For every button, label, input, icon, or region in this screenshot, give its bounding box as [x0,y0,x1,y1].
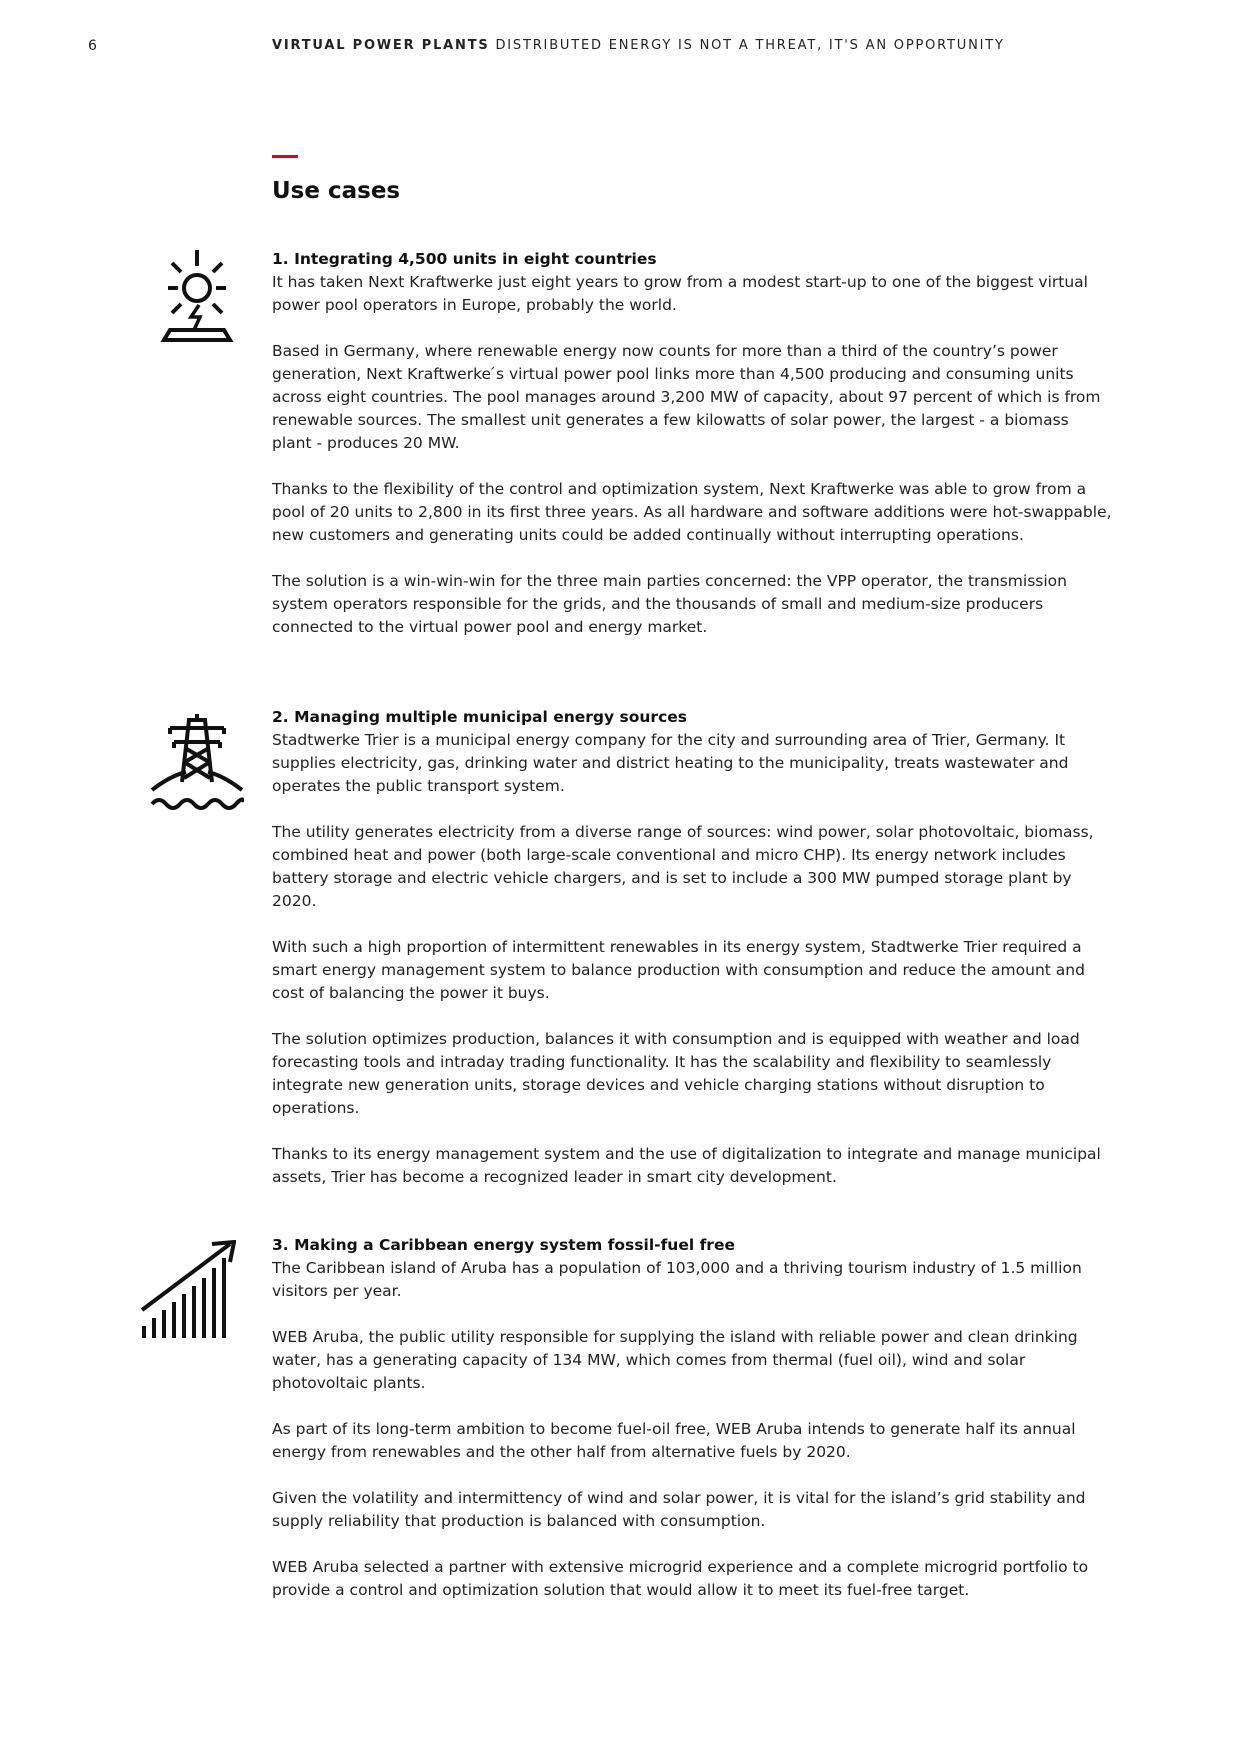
use-case-2-paragraph: Stadtwerke Trier is a municipal energy company for the city and surrounding area of Trier, Germany. It supplies electricity, gas, drinking water and district heating to the municipality, treats wastewater and operates the public transport system. [272,731,1069,795]
growth-chart-icon [140,1240,236,1340]
use-case-3 [272,1234,1112,1625]
use-case-2-paragraph: The solution optimizes production, balances it with consumption and is equipped with weather and load forecasting tools and intraday trading functionality. It has the scalability and flexibility to seamlessly integrate new generation units, storage devices and vehicle charging stations without disruption to operations. [272,1030,1080,1117]
use-case-3-title: 3. Making a Caribbean energy system fossil-fuel free [272,1236,735,1254]
use-case-2-title: 2. Managing multiple municipal energy sources [272,708,687,726]
use-case-3-paragraph: Given the volatility and intermittency of wind and solar power, it is vital for the island’s grid stability and supply reliability that production is balanced with consumption. [272,1489,1086,1530]
use-case-1-paragraph: Based in Germany, where renewable energy now counts for more than a third of the country’s power generation, Next Kraftwerke ́s virtual power pool links more than 4,500 producing and consuming units across eight countries. The pool manages around 3,200 MW of capacity, about 97 percent of which is from renewable sources. The smallest unit generates a few kilowatts of solar power, the largest - a biomass plant - produces 20 MW. [272,342,1101,452]
header-title: VIRTUAL POWER PLANTS [272,38,490,53]
solar-power-icon [158,250,236,346]
use-case-1-paragraph: The solution is a win-win-win for the three main parties concerned: the VPP operator, the transmission system operators responsible for the grids, and the thousands of small and medium-size producers connected to the virtual power pool and energy market. [272,572,1067,636]
use-case-3-paragraph: As part of its long-term ambition to become fuel-oil free, WEB Aruba intends to generate half its annual energy from renewables and the other half from alternative fuels by 2020. [272,1420,1076,1461]
accent-bar [272,155,298,158]
use-case-1-paragraph: It has taken Next Kraftwerke just eight years to grow from a modest start-up to one of the biggest virtual power pool operators in Europe, probably the world. [272,273,1088,314]
running-header [272,38,1005,53]
use-case-2 [272,706,1112,1212]
use-case-1 [272,248,1112,662]
use-case-1-title: 1. Integrating 4,500 units in eight countries [272,250,657,268]
transmission-tower-icon [150,710,244,810]
use-case-2-paragraph: Thanks to its energy management system and the use of digitalization to integrate and manage municipal assets, Trier has become a recognized leader in smart city development. [272,1145,1101,1186]
use-case-3-paragraph: WEB Aruba selected a partner with extensive microgrid experience and a complete microgrid portfolio to provide a control and optimization solution that would allow it to meet its fuel-free target. [272,1558,1089,1599]
use-case-2-paragraph: With such a high proportion of intermittent renewables in its energy system, Stadtwerke Trier required a smart energy management system to balance production with consumption and reduce the amount and cost of balancing the power it buys. [272,938,1085,1002]
use-case-3-paragraph: WEB Aruba, the public utility responsible for supplying the island with reliable power and clean drinking water, has a generating capacity of 134 MW, which comes from thermal (fuel oil), wind and solar photovoltaic plants. [272,1328,1078,1392]
use-case-3-paragraph: The Caribbean island of Aruba has a population of 103,000 and a thriving tourism industry of 1.5 million visitors per year. [272,1259,1082,1300]
header-subtitle: DISTRIBUTED ENERGY IS NOT A THREAT, IT'S AN OPPORTUNITY [495,38,1005,53]
page-number: 6 [88,38,98,54]
use-case-2-paragraph: The utility generates electricity from a diverse range of sources: wind power, solar photovoltaic, biomass, combined heat and power (both large-scale conventional and micro CHP). Its energy network includes battery storage and electric vehicle chargers, and is set to include a 300 MW pumped storage plant by 2020. [272,823,1094,910]
use-case-1-paragraph: Thanks to the flexibility of the control and optimization system, Next Kraftwerke was able to grow from a pool of 20 units to 2,800 in its first three years. As all hardware and software additions were hot-swappable, new customers and generating units could be added continually without interrupting operations. [272,480,1112,544]
section-title: Use cases [272,178,401,204]
